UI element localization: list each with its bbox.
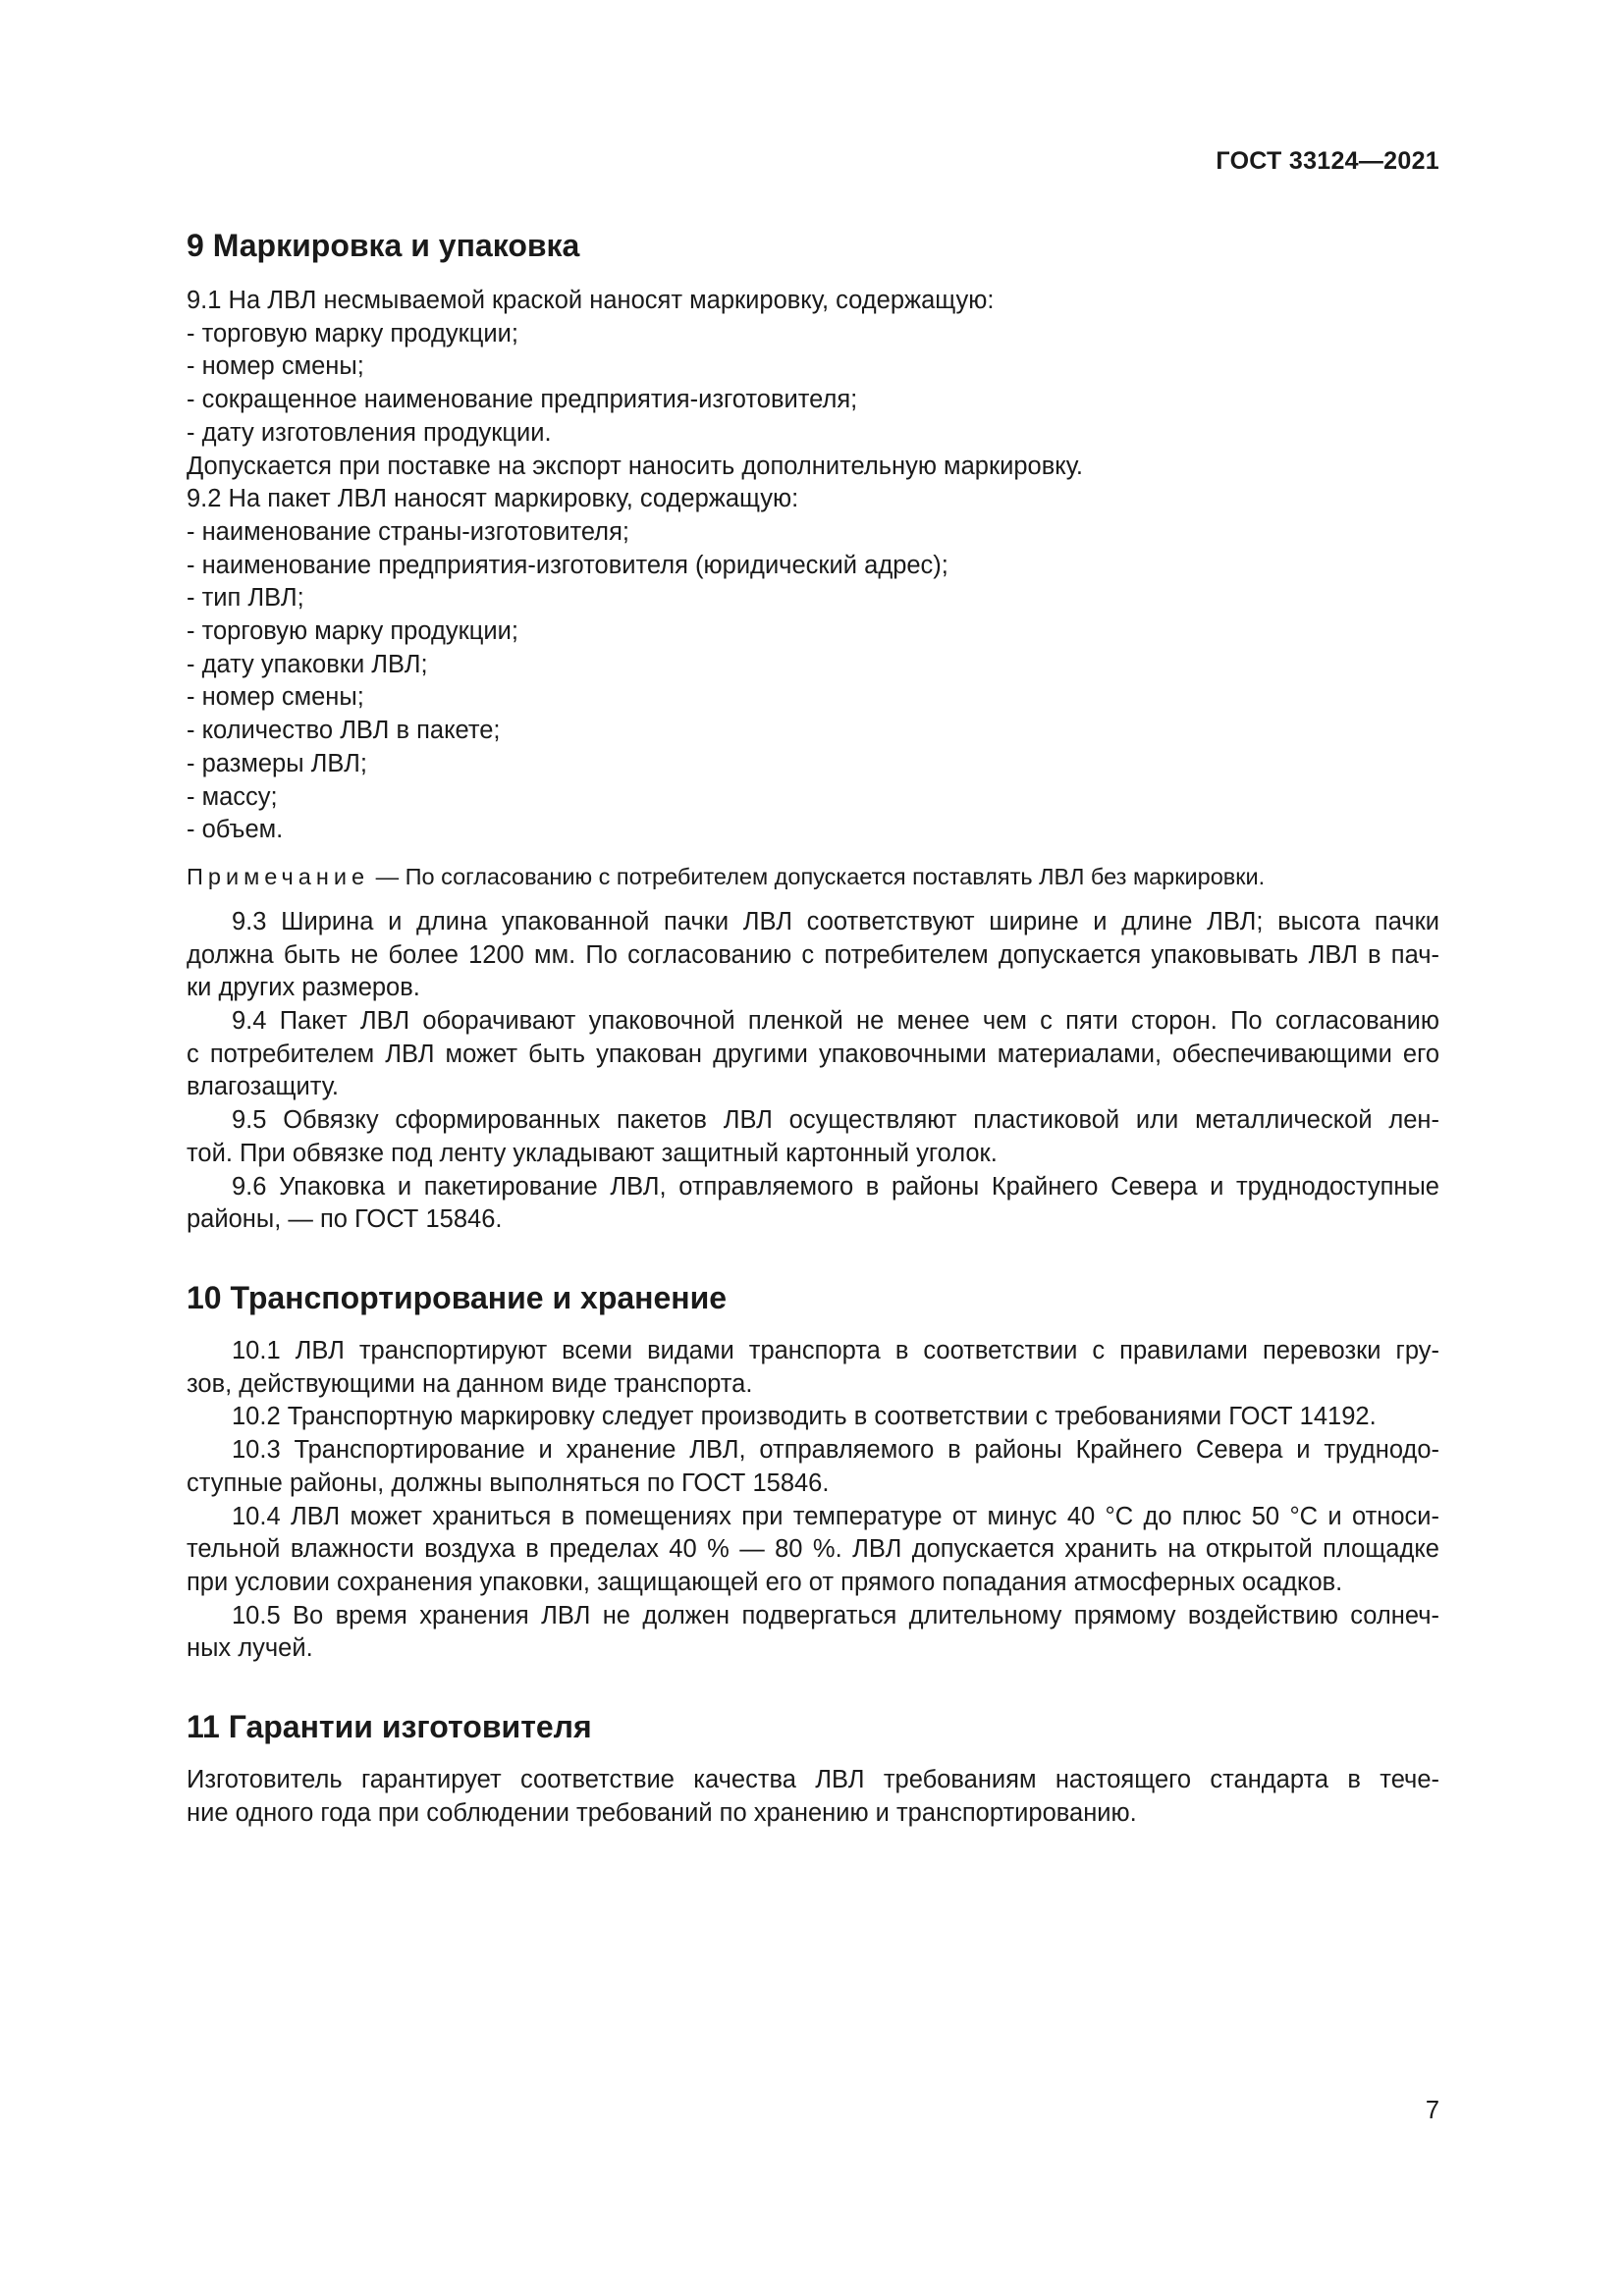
paragraph-line: 9.5 Обвязку сформированных пакетов ЛВЛ осуществляют пластиковой или металлической лен-	[232, 1106, 1439, 1135]
paragraph-9-6	[187, 1171, 1439, 1237]
paragraph-10-1	[187, 1335, 1439, 1401]
list-item: - наименование предприятия-изготовителя (юридический адрес);	[187, 551, 948, 579]
paragraph-line: Изготовитель гарантирует соответствие качества ЛВЛ требованиям настоящего стандарта в тече-	[187, 1766, 1439, 1794]
paragraph-line: 9.4 Пакет ЛВЛ оборачивают упаковочной пленкой не менее чем с пяти сторон. По согласованию	[232, 1007, 1439, 1036]
paragraph-line: 10.5 Во время хранения ЛВЛ не должен подвергаться длительному прямому воздействию солнеч-	[232, 1601, 1439, 1629]
note-text: — По согласованию с потребителем допускается поставлять ЛВЛ без маркировки.	[375, 863, 1266, 889]
list-item: - количество ЛВЛ в пакете;	[187, 717, 501, 745]
list-item: - номер смены;	[187, 352, 364, 381]
list-item: - номер смены;	[187, 683, 364, 712]
paragraph-line: 10.2 Транспортную маркировку следует производить в соответствии с требованиями ГОСТ 14192.	[232, 1403, 1377, 1431]
list-item: - объем.	[187, 816, 284, 844]
list-item: - сокращенное наименование предприятия-изготовителя;	[187, 386, 858, 414]
paragraph-line: 9.3 Ширина и длина упакованной пачки ЛВЛ соответствуют ширине и длине ЛВЛ; высота пачки	[232, 907, 1439, 935]
list-item: - наименование страны-изготовителя;	[187, 517, 629, 546]
paragraph-line: той. При обвязке под ленту укладывают защитный картонный уголок.	[187, 1139, 998, 1167]
paragraph-line: 10.1 ЛВЛ транспортируют всеми видами транспорта в соответствии с правилами перевозки гру-	[232, 1336, 1439, 1364]
paragraph-line: ных лучей.	[187, 1634, 313, 1663]
text-line: 9.1 На ЛВЛ несмываемой краской наносят маркировку, содержащую:	[187, 287, 995, 314]
paragraph-line: при условии сохранения упаковки, защищающей его от прямого попадания атмосферных осадков.	[187, 1568, 1343, 1596]
paragraph-10-5	[187, 1600, 1439, 1666]
paragraph-line: 10.4 ЛВЛ может храниться в помещениях при температуре от минус 40 °С до плюс 50 °С и относи-	[232, 1502, 1439, 1530]
paragraph-10-2	[187, 1401, 1439, 1434]
list-item: - массу;	[187, 782, 278, 811]
list-item: - торговую марку продукции;	[187, 319, 518, 347]
paragraph-line: районы, — по ГОСТ 15846.	[187, 1205, 503, 1234]
paragraph-9-4	[187, 1005, 1439, 1104]
page-number: 7	[1425, 2097, 1439, 2124]
paragraph-line: влагозащиту.	[187, 1073, 340, 1101]
paragraph-line: 10.3 Транспортирование и хранение ЛВЛ, отправляемого в районы Крайнего Севера и труднодо-	[232, 1436, 1439, 1465]
list-item: - дату изготовления продукции.	[187, 418, 552, 447]
section-9-title: 9 Маркировка и упаковка	[187, 228, 580, 263]
paragraph-11	[187, 1764, 1439, 1830]
list-item: - дату упаковки ЛВЛ;	[187, 650, 428, 678]
section-9-list	[187, 285, 1439, 847]
paragraph-line: должна быть не более 1200 мм. По согласованию с потребителем допускается упаковывать ЛВЛ в пач-	[187, 940, 1439, 969]
list-item: - торговую марку продукции;	[187, 617, 518, 646]
text-line: Допускается при поставке на экспорт наносить дополнительную маркировку.	[187, 452, 1083, 480]
list-item: - тип ЛВЛ;	[187, 584, 304, 613]
section-10-title: 10 Транспортирование и хранение	[187, 1279, 728, 1315]
paragraph-10-4	[187, 1501, 1439, 1600]
paragraph-line: зов, действующими на данном виде транспорта.	[187, 1369, 753, 1398]
note-label: Примечание	[187, 863, 370, 889]
list-item: - размеры ЛВЛ;	[187, 749, 367, 777]
paragraph-line: 9.6 Упаковка и пакетирование ЛВЛ, отправляемого в районы Крайнего Севера и труднодоступные	[232, 1172, 1439, 1201]
paragraph-line: тельной влажности воздуха в пределах 40 % — 80 %. ЛВЛ допускается хранить на открытой площадке	[187, 1535, 1439, 1564]
document-body	[187, 224, 1439, 1830]
paragraph-9-5	[187, 1104, 1439, 1170]
document-id: ГОСТ 33124—2021	[1216, 147, 1439, 175]
text-line: 9.2 На пакет ЛВЛ наносят маркировку, содержащую:	[187, 485, 799, 513]
paragraph-line: с потребителем ЛВЛ может быть упакован другими упаковочными материалами, обеспечивающими его	[187, 1040, 1439, 1068]
note	[187, 861, 1439, 892]
section-11-title: 11 Гарантии изготовителя	[187, 1709, 592, 1745]
paragraph-line: ступные районы, должны выполняться по ГОСТ 15846.	[187, 1468, 830, 1497]
paragraph-10-3	[187, 1434, 1439, 1500]
paragraph-line: ки других размеров.	[187, 974, 420, 1002]
paragraph-9-3	[187, 906, 1439, 1005]
paragraph-line: ние одного года при соблюдении требований по хранению и транспортированию.	[187, 1798, 1137, 1827]
